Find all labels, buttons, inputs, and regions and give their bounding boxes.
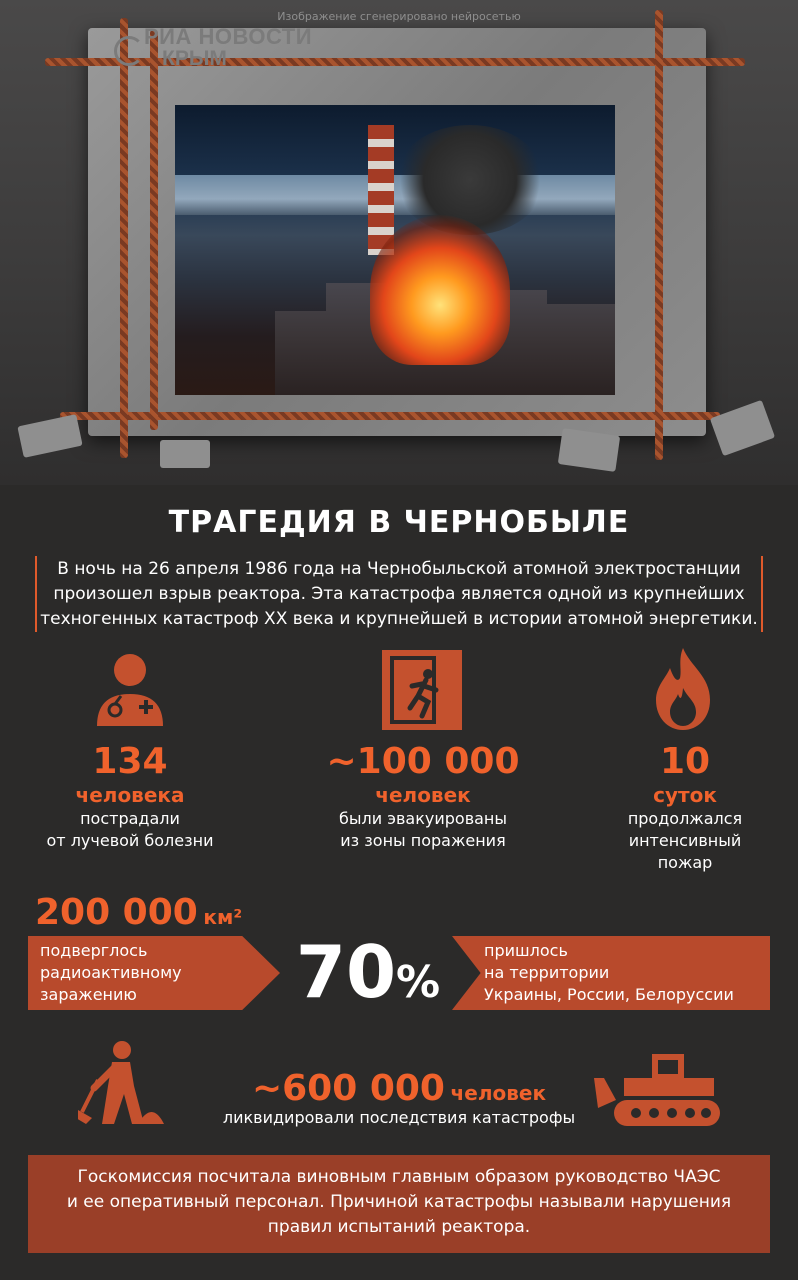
- page-title: ТРАГЕДИЯ В ЧЕРНОБЫЛЕ: [168, 505, 630, 540]
- logo-line-2: КРЫМ: [162, 47, 227, 70]
- conclusion-line: и ее оперативный персонал. Причиной катастрофы называли нарушения: [66, 1192, 732, 1212]
- stat-desc-line: от лучевой болезни: [46, 831, 214, 850]
- conclusion-box: [28, 1155, 770, 1253]
- area-number: 200 000: [35, 892, 198, 933]
- rubble-piece: [558, 428, 620, 472]
- area-unit: км²: [203, 905, 243, 929]
- percent-sign: %: [396, 957, 441, 1008]
- liquidators-desc: ликвидировали последствия катастрофы: [222, 1108, 576, 1127]
- stat-unit: суток: [653, 783, 717, 807]
- rubble-piece: [160, 440, 210, 468]
- liquidators-unit: человек: [450, 1081, 547, 1105]
- stat-desc-line: продолжался: [627, 809, 743, 828]
- stat-desc-line: пожар: [657, 853, 713, 872]
- rebar-right: [655, 10, 663, 460]
- banner-line: заражению: [40, 985, 137, 1004]
- conclusion-line: правил испытаний реактора.: [267, 1217, 531, 1237]
- bulldozer-icon: [594, 1048, 722, 1128]
- stat-unit: человека: [75, 783, 185, 807]
- banner-line: на территории: [484, 963, 610, 982]
- area-figure: [35, 892, 242, 933]
- stat-evacuated: [298, 742, 548, 852]
- liquidators-number: ~600 000: [251, 1068, 445, 1109]
- stat-number: ~100 000: [326, 741, 520, 782]
- rebar-bottom: [60, 412, 720, 420]
- percent-number: 70: [295, 930, 397, 1014]
- hero-image: [0, 0, 798, 485]
- banner-line: пришлось: [484, 941, 568, 960]
- fire-glow: [370, 215, 510, 365]
- banner-line: радиоактивному: [40, 963, 182, 982]
- stat-number: 134: [92, 741, 168, 782]
- logo-line-1: РИА НОВОСТИ: [144, 24, 313, 49]
- conclusion-line: Госкомиссия посчитала виновным главным образом руководство ЧАЭС: [77, 1167, 721, 1187]
- percent-figure: [288, 930, 448, 1014]
- rubble-piece: [17, 414, 82, 458]
- banner-line: Украины, России, Белоруссии: [484, 985, 734, 1004]
- banner-left-text: [40, 940, 182, 1006]
- medic-icon: [95, 650, 165, 726]
- banner-right-text: [484, 940, 734, 1006]
- stat-desc-line: пострадали: [80, 809, 180, 828]
- chernobyl-fire-photo: [175, 105, 615, 395]
- stat-unit: человек: [375, 783, 471, 807]
- banner-line: подверглось: [40, 941, 148, 960]
- rebar-left-inner: [150, 30, 158, 430]
- stat-desc-line: были эвакуированы: [338, 809, 508, 828]
- stat-number: 10: [659, 741, 711, 782]
- stat-victims: [30, 742, 230, 852]
- logo: [118, 26, 312, 70]
- intro-line: техногенных катастроф XX века и крупнейшей в истории атомной энергетики.: [40, 609, 758, 629]
- stat-desc-line: интенсивный: [628, 831, 742, 850]
- stat-fire-duration: [585, 742, 785, 874]
- fire-icon: [652, 648, 714, 730]
- logo-mark-icon: [114, 36, 144, 66]
- rubble-piece: [710, 400, 775, 456]
- rebar-left: [120, 18, 128, 458]
- exit-icon: [382, 650, 462, 730]
- intro-line: произошел взрыв реактора. Эта катастрофа является одной из крупнейших: [53, 584, 745, 604]
- intro-line: В ночь на 26 апреля 1986 года на Чернобыльской атомной электростанции: [57, 559, 741, 579]
- ai-generated-note: Изображение сгенерировано нейросетью: [277, 10, 521, 23]
- intro-text: [35, 556, 763, 632]
- stat-desc-line: из зоны поражения: [340, 831, 506, 850]
